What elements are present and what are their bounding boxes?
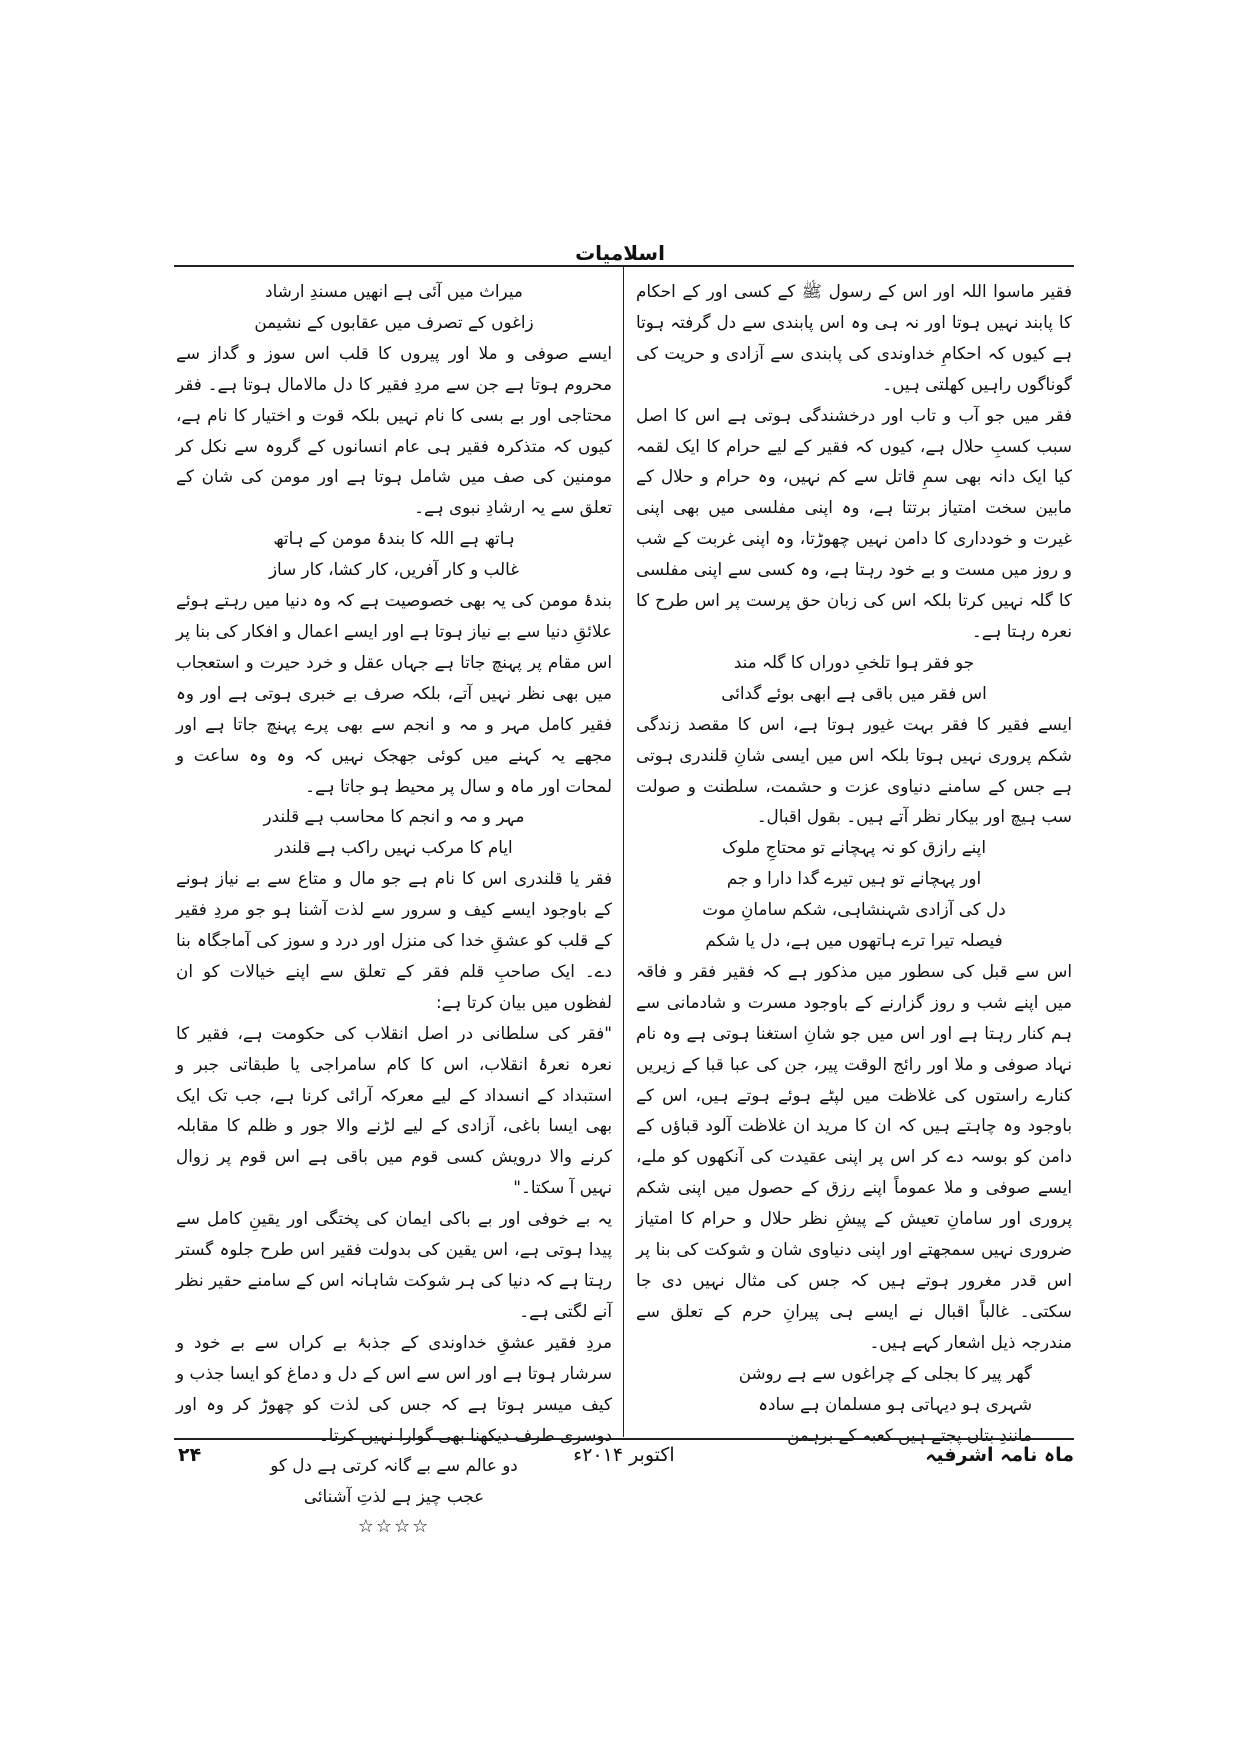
left-column	[176, 276, 612, 1543]
couplet-line: ہاتھ ہے اللہ کا بندۂ مومن کے ہاتھ	[273, 528, 515, 549]
couplet-line: دو عالم سے بے گانہ کرتی ہے دل کو	[270, 1455, 518, 1476]
verse-line: دل کی آزادی شہنشاہی، شکم سامانِ موت	[702, 899, 1006, 920]
paragraph: مردِ فقیر عشقِ خداوندی کے جذبۂ بے کراں سے بے خود و سرشار ہوتا ہے اور اس سے اس کے دل و دماغ کو ایسا جذب و کیف میسر ہوتا ہے کہ جس کی لذت کو چھوڑ کر وہ اور دوسری طرف دیکھنا بھی گوارا نہیں کرتا۔	[176, 1331, 612, 1445]
paragraph: فقیر ماسوا اللہ اور اس کے رسول ﷺ کے کسی اور کے احکام کا پابند نہیں ہوتا اور نہ ہی وہ اس پابندی سے دل گرفتہ ہوتا ہے کیوں کہ احکامِ خداوندی کی پابندی سے آزادی و حریت کی گوناگوں راہیں کھلتی ہیں۔	[636, 281, 1072, 394]
right-column	[636, 276, 1072, 1450]
verse-line: شہری ہو دیہاتی ہو مسلمان ہے سادہ	[758, 1393, 1032, 1414]
verse-line: اپنے رازق کو نہ پہچانے تو محتاجِ ملوک	[722, 837, 986, 858]
quote: "فقر کی سلطانی در اصل انقلاب کی حکومت ہے، فقیر کا نعرہ نعرۂ انقلاب، اس کا کام سامراجی یا طبقاتی جبر و استبداد کے انسداد کے لیے معرکہ آرائی کرنا ہے، جب تک ایک بھی ایسا باغی، آزادی کے لیے لڑنے والا جور و ظلم کا مقابلہ کرنے والا درویش کسی قوم میں باقی ہے اس قوم پر زوال نہیں آ سکتا۔"	[176, 1022, 612, 1198]
header-rule	[174, 265, 1074, 267]
verse-line: اور پہچانے تو ہیں تیرے گدا دارا و جم	[726, 868, 982, 889]
magazine-name: ماہ نامہ اشرفیہ	[925, 1444, 1074, 1466]
paragraph: ایسے فقیر کا فقر بہت غیور ہوتا ہے، اس کا مقصد زندگی شکم پروری نہیں ہوتا بلکہ اس میں ایسی شانِ قلندری ہوتی ہے جس کے سامنے دنیاوی عزت و حشمت، سلطنت و صولت سب ہیچ اور بیکار نظر آتے ہیں۔ بقول اقبال۔	[636, 713, 1072, 827]
footer-rule	[174, 1438, 1074, 1440]
page-footer	[174, 1444, 1074, 1474]
verse-line: فیصلہ تیرا ترے ہاتھوں میں ہے، دل یا شکم	[705, 930, 1003, 951]
page-header-title: اسلامیات	[575, 241, 665, 265]
couplet	[636, 647, 1072, 709]
paragraph: فقر میں جو آب و تاب اور درخشندگی ہوتی ہے اس کا اصل سبب کسبِ حلال ہے، کیوں کہ فقیر کے لیے حرام کا ایک لقمہ کیا ایک دانہ بھی سمِ قاتل سے کم نہیں، وہ حرام و حلال کے مابین سخت امتیاز برتتا ہے، وہ اپنی مفلسی میں بھی اپنی غیرت و خودداری کا دامن نہیں چھوڑتا، وہ اپنی غربت کے شب و روز میں مست و بے خود رہتا ہے، وہ کسی سے اپنی مفلسی کا گلہ نہیں کرتا بلکہ اس کی زبان حق پرست پر اس طرح کا نعرہ رہتا ہے۔	[636, 404, 1072, 641]
paragraph: فقر یا قلندری اس کا نام ہے جو مال و متاع سے بے نیاز ہونے کے باوجود ایسے کیف و سرور سے لذت آشنا ہو جو مردِ فقیر کے قلب کو عشقِ خدا کی منزل اور درد و سوز کی آماجگاہ بنا دے۔ ایک صاحبِ قلم فقر کے تعلق سے اپنے خیالات کو ان لفظوں میں بیان کرتا ہے:	[176, 868, 612, 1012]
couplet	[176, 523, 612, 585]
column-divider	[623, 267, 624, 1437]
verse-line: میراث میں آئی ہے انھیں مسندِ ارشاد	[265, 281, 523, 301]
couplet-line: جو فقر ہوا تلخیِ دوراں کا گلہ مند	[733, 651, 975, 672]
couplet-line: مہر و مہ و انجم کا محاسب ہے قلندر	[263, 806, 525, 827]
verse-line: زاغوں کے تصرف میں عقابوں کے نشیمن	[254, 311, 534, 332]
paragraph: بندۂ مومن کی یہ بھی خصوصیت ہے کہ وہ دنیا میں رہتے ہوئے علائقِ دنیا سے بے نیاز ہوتا ہے اور ایسے اعمال و افکار کی بنا پر اس مقام پر پہنچ جاتا ہے جہاں عقل و خرد حیرت و استعجاب میں بھی نظر نہیں آتے، بلکہ صرف بے خبری ہوتی ہے اور وہ فقیر کامل مہر و مہ و انجم سے بھی پرے پہنچ جاتا ہے اور مجھے یہ کہنے میں کوئی جھجک نہیں کہ وہ وہ ساعت و لمحات اور ماہ و سال پر محیط ہو جاتا ہے۔	[176, 590, 612, 796]
issue-date: اکتوبر ۲۰۱۴ء	[573, 1444, 675, 1466]
verse-line: مانندِ بتاں پجتے ہیں کعبہ کے برہمن	[787, 1424, 1032, 1445]
paragraph: یہ بے خوفی اور بے باکی ایمان کی پختگی اور یقینِ کامل سے پیدا ہوتی ہے، اس یقین کی بدولت فقیر اس طرح جلوہ گستر رہتا ہے کہ دنیا کی ہر شوکت شاہانہ اس کے سامنے حقیر نظر آنے لگتی ہے۔	[176, 1208, 612, 1321]
paragraph: اس سے قبل کی سطور میں مذکور ہے کہ فقیر فقر و فاقہ میں اپنے شب و روز گزارنے کے باوجود مسرت و شادمانی سے ہم کنار رہتا ہے اور اس میں جو شانِ استغنا ہوتی ہے وہ نام نہاد صوفی و ملا اور رائج الوقت پیر، جن کی عبا قبا کے زیریں کنارے راستوں کی غلاظت میں لپٹے ہوئے ہوتے ہیں، اس کے باوجود وہ چاہتے ہیں کہ ان کا مرید ان غلاظت آلود قباؤں کے دامن کو بوسہ دے کر اس پر اپنی عقیدت کی آنکھوں کو ملے، ایسے صوفی و ملا عموماً اپنے رزق کے حصول میں اپنی شکم پروری اور سامانِ تعیش کے پیشِ نظر حلال و حرام کا امتیاز ضروری نہیں سمجھتے اور اپنی دنیاوی شان و شوکت کی بنا پر اس قدر مغرور ہوتے ہیں کہ جس کی مثال نہیں دی جا سکتی۔ غالباً اقبال نے ایسے ہی پیرانِ حرم کے تعلق سے مندرجہ ذیل اشعار کہے ہیں۔	[636, 960, 1072, 1352]
couplet	[176, 801, 612, 863]
section-end-stars: ☆☆☆☆	[357, 1516, 431, 1538]
couplet-line: غالب و کار آفریں، کار کشا، کار ساز	[268, 559, 520, 580]
verse-line: گھر پیر کا بجلی کے چراغوں سے ہے روشن	[738, 1362, 1032, 1383]
paragraph: ایسے صوفی و ملا اور پیروں کا قلب اس سوز و گداز سے محروم ہوتا ہے جن سے مردِ فقیر کا دل مالامال ہوتا ہے۔ فقر محتاجی اور بے بسی کا نام نہیں بلکہ قوت و اختیار کا نام ہے، کیوں کہ متذکرہ فقیر ہی عام انسانوں کے گروہ سے نکل کر مومنین کی صف میں شامل ہوتا ہے اور مومن کی شان کے تعلق سے یہ ارشادِ نبوی ہے۔	[176, 342, 612, 518]
couplet-line: عجب چیز ہے لذتِ آشنائی	[303, 1486, 485, 1507]
page-number: ۲۴	[178, 1444, 202, 1466]
couplet-line: ایام کا مرکب نہیں راکب ہے قلندر	[275, 837, 513, 858]
couplet-line: اس فقر میں باقی ہے ابھی بوئے گدائی	[721, 682, 987, 703]
